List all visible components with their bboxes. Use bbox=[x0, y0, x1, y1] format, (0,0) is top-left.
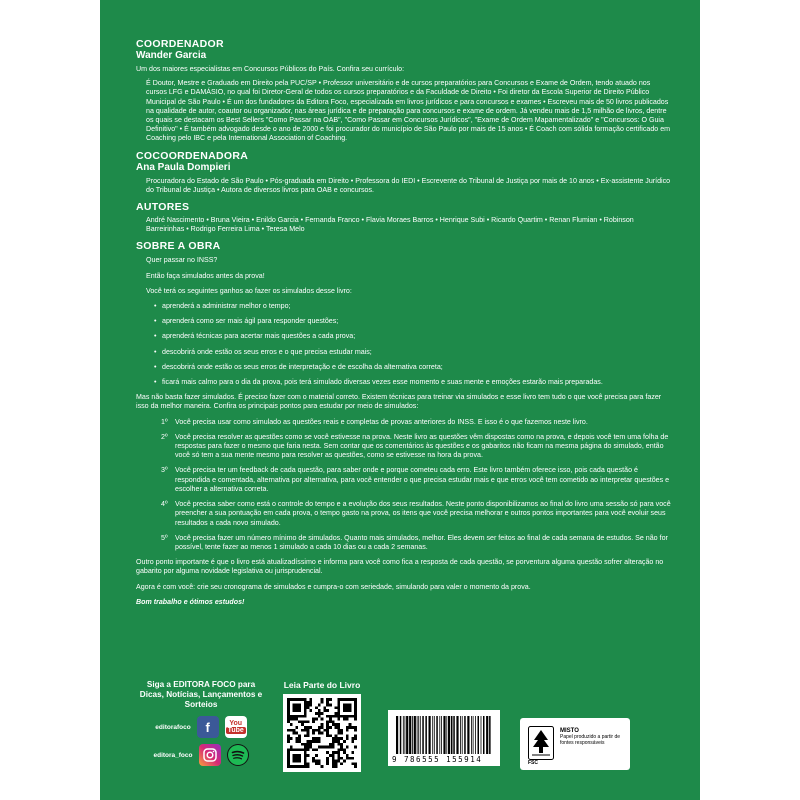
barcode-icon bbox=[394, 716, 494, 754]
list-item bbox=[161, 466, 671, 494]
book-back-cover bbox=[100, 0, 700, 800]
cover-content bbox=[136, 38, 671, 613]
youtube-tube: Tube bbox=[227, 727, 244, 734]
social-row-1 bbox=[136, 716, 266, 738]
autores-section bbox=[136, 201, 671, 234]
fsc-description: Papel produzido a partir de fontes responsáveis bbox=[560, 734, 621, 746]
item-number: 3º bbox=[161, 466, 168, 475]
item-number: 5º bbox=[161, 533, 168, 542]
qr-block bbox=[272, 680, 372, 772]
sobre-question: Quer passar no INSS? bbox=[146, 256, 218, 265]
follow-text: Siga a EDITORA FOCO para Dicas, Notícias, Lançamentos e Sorteios bbox=[139, 680, 263, 709]
barcode bbox=[388, 710, 500, 766]
item-text: Você precisa ter um feedback de cada questão, para saber onde e porque cometeu cada erro. Este livro também oferece isso, pois cada questão é respondida e comentada, alternativa por alternativa, para você entender o que precisa estudar mais e que erros você tem cometido ao interpretar questões e escolher a alternativa correta. bbox=[175, 466, 670, 493]
list-item bbox=[161, 418, 671, 427]
cocoordenadora-name: Ana Paula Dompieri bbox=[136, 161, 231, 173]
cocoordenadora-section bbox=[136, 150, 671, 195]
social-row-2 bbox=[136, 744, 266, 766]
facebook-icon[interactable]: f bbox=[197, 716, 219, 738]
list-item: • ficará mais calmo para o dia da prova, pois terá simulado diversas vezes esse momento e suas mente e emoções estarão mais preparadas. bbox=[162, 378, 671, 387]
coordenador-section bbox=[136, 38, 671, 144]
item-number: 4º bbox=[161, 500, 168, 509]
handle-editora-foco: editora_foco bbox=[153, 751, 193, 759]
cocoordenadora-bio: Procuradora do Estado de São Paulo • Pós-graduada em Direito • Professora do IEDI • Escrevente do Tribunal de Justiça por mais de 10 anos • Ex-assistente Jurídico do Tribunal de Justiça • Autora de diversos livros para OAB e concursos. bbox=[146, 176, 671, 194]
sobre-outro-ponto: Outro ponto importante é que o livro está atualizadíssimo e informa para você como fica a resposta de cada questão, se porventura alguma questão sofrer alteração no gabarito por alguma novidade legislativa ou jurisprudencial. bbox=[136, 558, 664, 576]
fsc-name: FSC bbox=[528, 760, 538, 766]
pontos-list bbox=[136, 418, 671, 552]
sobre-heading: SOBRE A OBRA bbox=[136, 240, 221, 253]
list-item bbox=[161, 500, 671, 528]
item-number: 1º bbox=[161, 417, 168, 426]
fsc-text-block bbox=[560, 728, 626, 746]
coordenador-name: Wander Garcia bbox=[136, 50, 207, 61]
youtube-you: You bbox=[229, 720, 243, 727]
item-number: 2º bbox=[161, 432, 168, 441]
list-item bbox=[161, 534, 671, 552]
item-text: Você precisa resolver as questões como se você estivesse na prova. Neste livro as questões vêm dispostas como na prova, e depois você tem uma folha de respostas para fazer o mesmo que faria nesta. Sem contar que os comentários às questões e os gabaritos não ficam na mesma página do simulado, então você só tem a sua mente mesmo para resolver as questões, como se estivesse na hora da prova. bbox=[175, 432, 669, 460]
sobre-simulados: Então faça simulados antes da prova! bbox=[146, 271, 265, 280]
isbn-number: 9 786555 155914 bbox=[392, 755, 483, 764]
sobre-section bbox=[136, 240, 671, 606]
item-text: Você precisa fazer um número mínimo de simulados. Quanto mais simulados, melhor. Eles devem ser feitos ao final de cada semana de estudos. Se não for possível, tente fazer ao menos 1 simulado a cada 10 dias ou a cada 2 semanas. bbox=[175, 533, 668, 551]
sobre-agora: Agora é com você: crie seu cronograma de simulados e cumpra-o com seriedade, simulando para valer o momento da prova. bbox=[136, 582, 531, 591]
coordenador-bio: É Doutor, Mestre e Graduado em Direito pela PUC/SP • Professor universitário e de cursos preparatórios para Concursos e Exame de Ordem, tendo atuado nos cursos LFG e DAMÁSIO, no qual foi Diretor-Geral de todos os cursos preparatórios e da Faculdade de Direito • Foi diretor da Escola Superior de Direito Público Municipal de São Paulo • É um dos fundadores da Editora Foco, especializada em livros jurídicos e para concursos e exames • Escreveu mais de 50 livros publicados na qualidade de autor, coautor ou organizador, nas áreas jurídica e de preparação para concursos e exame de ordem. Já vendeu mais de 1,5 milhão de livros, dentre os quais se destacam os Best Sellers "Como Passar na OAB", "Como Passar em Concursos Jurídicos", "Exame de Ordem Mapamentalizado" e "Concursos: O Guia Definitivo" • É também advogado desde o ano de 2000 e foi procurador do município de São Paulo por mais de 15 anos • É Coach com sólida formação certificado em Coaching pelo IBC e pela International Association of Coaching. bbox=[146, 79, 671, 143]
ganhos-list bbox=[136, 302, 671, 387]
cocoordenadora-heading: COCOORDENADORA bbox=[136, 149, 249, 162]
qr-code-icon[interactable] bbox=[283, 694, 361, 772]
list-item: • aprenderá como ser mais ágil para responder questões; bbox=[162, 317, 671, 326]
sobre-final: Bom trabalho e ótimos estudos! bbox=[136, 597, 245, 606]
item-text: Você precisa saber como está o controle do tempo e a evolução dos seus resultados. Neste ponto disponibilizamos ao final do livro uma sessão só para você preencher a sua pontuação em cada prova, o tempo gasto na prova, os itens que você precisa melhorar e outros pontos importantes para você evoluir seus resultados a cada novo simulado. bbox=[175, 500, 671, 527]
spotify-icon[interactable] bbox=[227, 744, 249, 766]
fsc-title: MISTO bbox=[560, 728, 579, 734]
autores-heading: AUTORES bbox=[136, 201, 190, 214]
list-item: • aprenderá técnicas para acertar mais questões a cada prova; bbox=[162, 332, 671, 341]
list-item: • descobrirá onde estão os seus erros e o que precisa estudar mais; bbox=[162, 348, 671, 357]
item-text: Você precisa usar como simulado as questões reais e completas de provas anteriores do INSS. E isso é o que fazemos neste livro. bbox=[175, 417, 588, 426]
coordenador-heading: COORDENADOR bbox=[136, 38, 224, 50]
list-item: • descobrirá onde estão os seus erros de interpretação e de escolha da alternativa correta; bbox=[162, 363, 671, 372]
coordenador-intro: Um dos maiores especialistas em Concursos Públicos do País. Confira seu currículo: bbox=[136, 65, 405, 73]
autores-list: André Nascimento • Bruna Vieira • Enildo Garcia • Fernanda Franco • Flavia Moraes Barros • Henrique Subi • Ricardo Quartim • Renan Flumian • Robinson Barreirinhas • Rodrigo Ferreira Lima • Teresa Melo bbox=[146, 216, 634, 234]
sobre-ganhos-intro: Você terá os seguintes ganhos ao fazer os simulados desse livro: bbox=[146, 286, 352, 295]
fsc-tree-icon bbox=[528, 726, 554, 760]
social-follow bbox=[136, 680, 266, 766]
fsc-label bbox=[520, 718, 630, 770]
instagram-icon[interactable] bbox=[199, 744, 221, 766]
list-item bbox=[161, 433, 671, 461]
qr-title: Leia Parte do Livro bbox=[283, 680, 361, 690]
youtube-icon[interactable] bbox=[225, 716, 247, 738]
sobre-material: Mas não basta fazer simulados. É preciso fazer com o material correto. Existem técnicas para treinar via simulados e esse livro tem tudo o que você precisa para fazer isso da melhor maneira. Confira os principais pontos para estudar por meio de simulados: bbox=[136, 393, 662, 411]
handle-editorafoco: editorafoco bbox=[155, 723, 191, 731]
list-item: • aprenderá a administrar melhor o tempo; bbox=[162, 302, 671, 311]
